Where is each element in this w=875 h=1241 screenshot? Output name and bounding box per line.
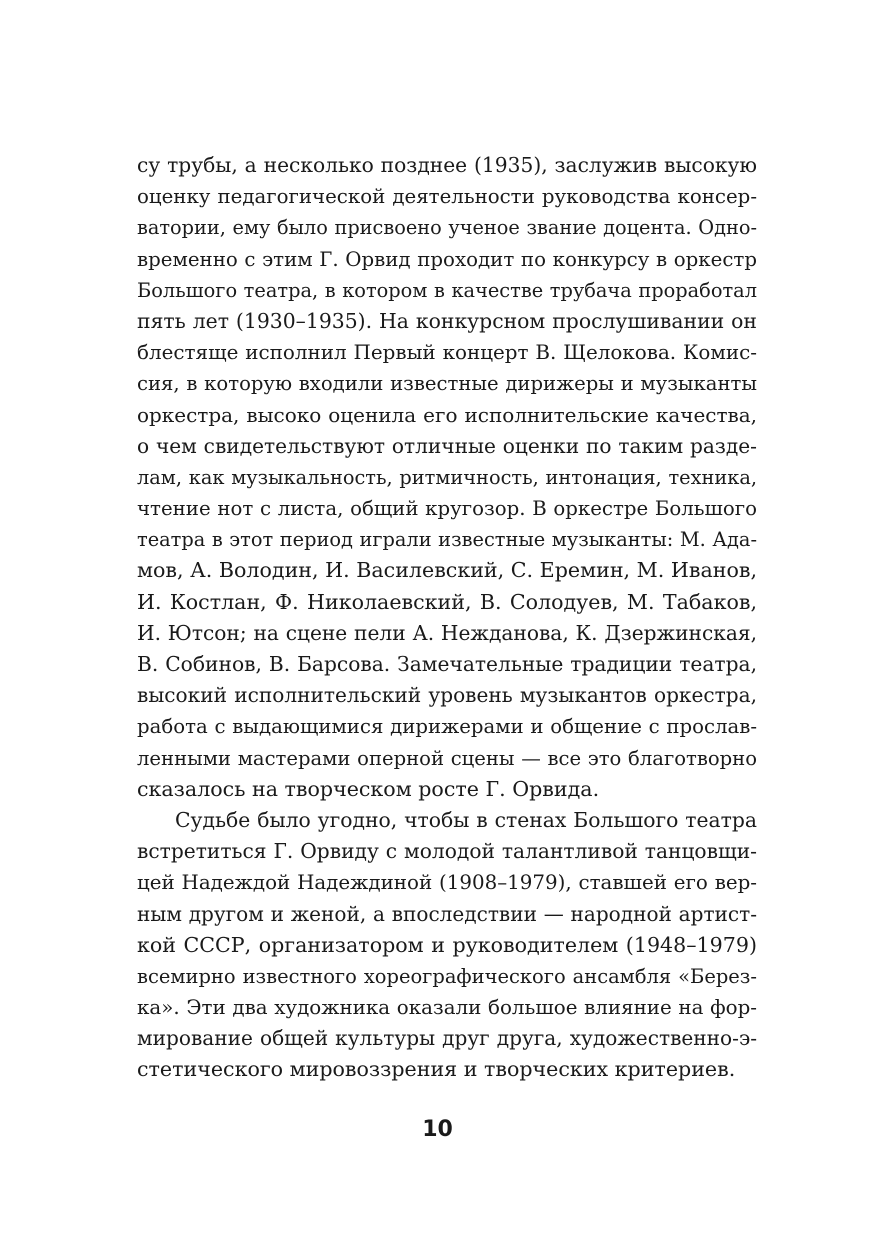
text-line: временно с этим Г. Орвид проходит по конкурсу в оркестр bbox=[137, 247, 757, 271]
text-line: ным другом и женой, а впоследствии — народной артист- bbox=[137, 901, 757, 926]
text-line: театра в этот период играли известные музыканты: М. Ада- bbox=[137, 528, 757, 552]
text-line: оркестра, высоко оценила его исполнительские качества, bbox=[137, 402, 757, 427]
main-text bbox=[137, 150, 757, 1086]
text-line: оценку педагогической деятельности руководства консер- bbox=[137, 185, 757, 209]
text-line: встретиться Г. Орвиду с молодой талантливой танцовщи- bbox=[137, 839, 757, 864]
text-line: ватории, ему было присвоено ученое звание доцента. Одно- bbox=[137, 216, 757, 240]
text-line: В. Собинов, В. Барсова. Замечательные традиции театра, bbox=[137, 652, 757, 676]
text-line: стетического мировоззрения и творческих критериев. bbox=[137, 1057, 736, 1082]
text-line: сия, в которую входили известные дирижеры и музыканты bbox=[137, 372, 757, 396]
text-line: чтение нот с листа, общий кругозор. В оркестре Большого bbox=[137, 497, 757, 521]
text-line: И. Костлан, Ф. Николаевский, В. Солодуев, М. Табаков, bbox=[137, 589, 757, 614]
page-number: 10 bbox=[422, 1117, 453, 1142]
text-line: ка». Эти два художника оказали большое влияние на фор- bbox=[137, 996, 757, 1020]
text-line: И. Ютсон; на сцене пели А. Нежданова, К. Дзержинская, bbox=[137, 620, 757, 645]
text-line: всемирно известного хореографического ансамбля «Берез- bbox=[137, 964, 757, 988]
text-line: о чем свидетельствуют отличные оценки по таким разде- bbox=[137, 433, 757, 458]
text-line: мов, А. Володин, И. Василевский, С. Еремин, М. Иванов, bbox=[137, 558, 757, 583]
text-line: работа с выдающимися дирижерами и общение с прослав- bbox=[137, 715, 757, 739]
text-line: цей Надеждой Надеждиной (1908–1979), ставшей его вер- bbox=[137, 871, 757, 895]
text-line: мирование общей культуры друг друга, художественно-э- bbox=[137, 1026, 757, 1051]
text-line: высокий исполнительский уровень музыкантов оркестра, bbox=[137, 683, 757, 708]
text-line: пять лет (1930–1935). На конкурсном прослушивании он bbox=[137, 308, 757, 333]
text-line: ленными мастерами оперной сцены — все это благотворно bbox=[137, 746, 757, 770]
text-line: лам, как музыкальность, ритмичность, интонация, техника, bbox=[137, 465, 757, 489]
text-line: кой СССР, организатором и руководителем (1948–1979) bbox=[137, 932, 757, 957]
paragraph-2 bbox=[137, 805, 757, 1086]
text-line: блестяще исполнил Первый концерт В. Щелокова. Комис- bbox=[137, 341, 757, 365]
text-line: су трубы, а несколько позднее (1935), заслужив высокую bbox=[137, 153, 757, 177]
text-line: Судьбе было угодно, чтобы в стенах Большого театра bbox=[175, 807, 757, 832]
text-line: Большого театра, в котором в качестве трубача проработал bbox=[137, 278, 757, 302]
paragraph-1 bbox=[137, 150, 757, 805]
text-line: сказалось на творческом росте Г. Орвида. bbox=[137, 776, 600, 801]
